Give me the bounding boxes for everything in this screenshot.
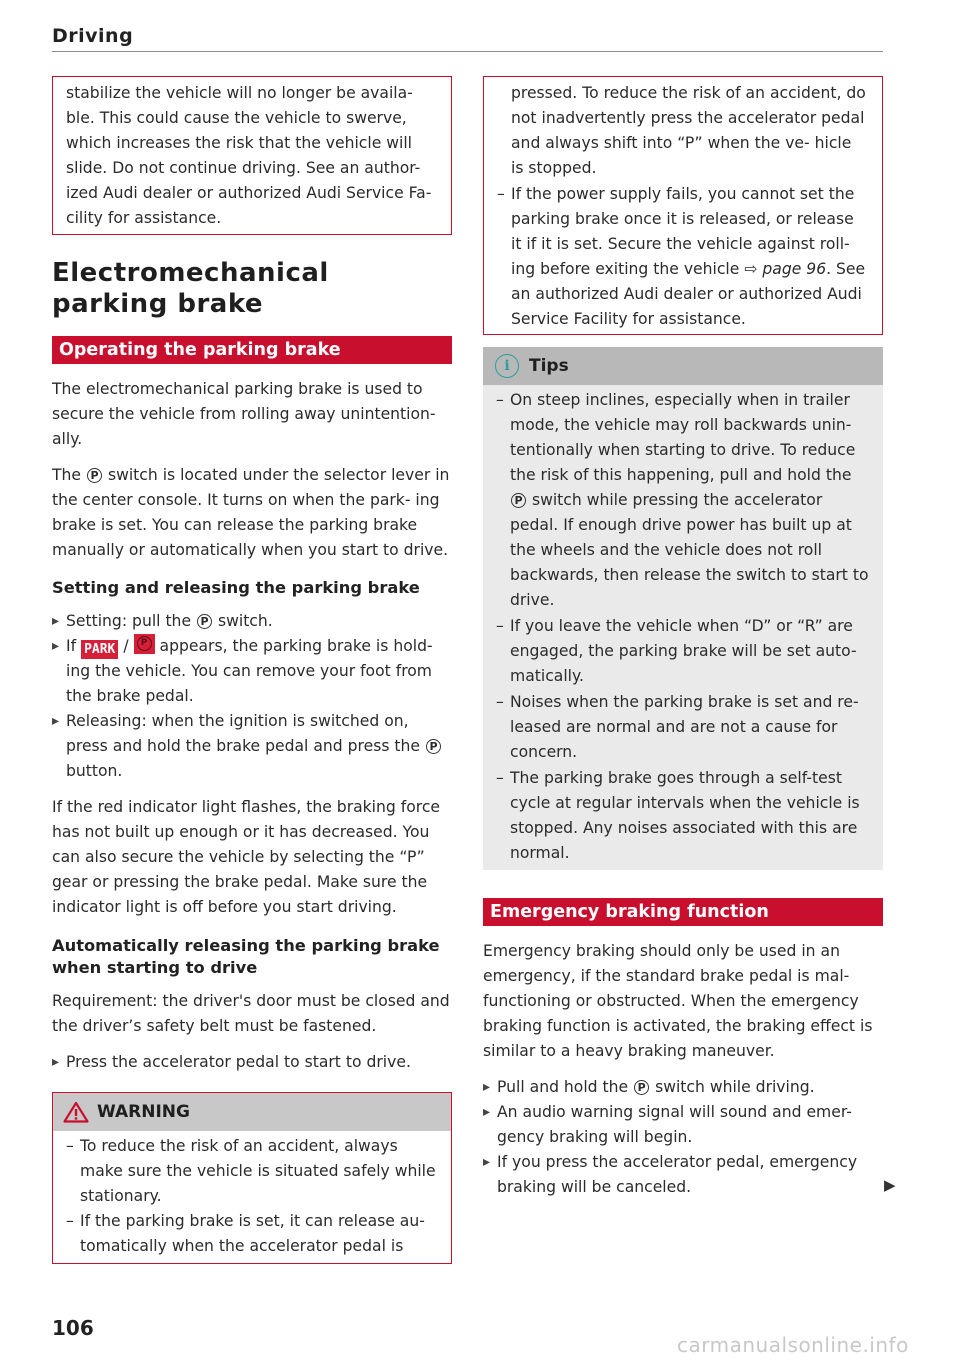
switch-location-paragraph xyxy=(52,463,452,563)
list-item xyxy=(483,1075,883,1100)
box-line: ized Audi dealer or authorized Audi Service Fa- xyxy=(66,184,432,202)
parking-brake-switch-icon: P xyxy=(197,614,212,629)
warning-list xyxy=(53,1134,451,1259)
list-item: ▸ Press the accelerator pedal to start to drive. xyxy=(52,1050,452,1075)
text: switch while driving. xyxy=(655,1078,815,1096)
tips-header xyxy=(483,347,883,385)
list-item: – To reduce the risk of an accident, always make sure the vehicle is situated safely while stationary. xyxy=(53,1134,437,1209)
warning-header xyxy=(53,1093,451,1131)
parking-brake-switch-icon: P xyxy=(426,739,441,754)
text: switch. xyxy=(217,612,273,630)
text: button. xyxy=(66,762,123,780)
page-number: 106 xyxy=(52,1316,94,1340)
p-symbol: P xyxy=(137,636,152,651)
text: switch is located under the selector lever in the center console. It turns on when the park- ing brake is set. You can release the parking brake manually or automatically when you start to drive. xyxy=(52,466,450,559)
list-item: – If you leave the vehicle when “D” or “R” are engaged, the parking brake will be set auto- matically. xyxy=(483,614,869,689)
box-line: slide. Do not continue driving. See an author- xyxy=(66,159,421,177)
warning-box xyxy=(52,1092,452,1264)
emergency-paragraph: Emergency braking should only be used in an emergency, if the standard brake pedal is mal- functioning or obstructed. When the emergency braking function is activated, the braking effect is similar to a heavy braking maneuver. xyxy=(483,942,873,1060)
warning-continuation-box-right xyxy=(483,76,883,335)
right-column xyxy=(483,76,883,1200)
tips-label: Tips xyxy=(529,356,569,376)
text: switch while pressing the accelerator pedal. If enough drive power has built up at the wheels and the vehicle does not roll backwards, then release the switch to start to drive. xyxy=(510,491,869,609)
list-item xyxy=(483,388,869,613)
text: . See an authorized Audi dealer or authorized Audi Service Facility for assistance. xyxy=(511,260,866,328)
auto-release-list xyxy=(52,1050,452,1075)
section-title-line: parking brake xyxy=(52,289,264,319)
text: If xyxy=(66,637,77,655)
box-list xyxy=(484,182,868,332)
warning-continuation-box xyxy=(52,76,452,235)
parking-brake-switch-icon: P xyxy=(511,493,526,508)
intro-paragraph: The electromechanical parking brake is used to secure the vehicle from rolling away unintention- ally. xyxy=(52,380,436,448)
list-item: – Noises when the parking brake is set and re- leased are normal and are not a cause for concern. xyxy=(483,690,869,765)
page-header-title: Driving xyxy=(52,25,134,47)
parking-brake-switch-icon: P xyxy=(634,1080,649,1095)
text: On steep inclines, especially when in trailer mode, the vehicle may roll backwards unin- tentionally when starting to drive. To reduce the risk of this happening, pull and hold the xyxy=(510,391,856,484)
setting-list xyxy=(52,609,452,784)
box-line: ble. This could cause the vehicle to swerve, xyxy=(66,109,407,127)
tips-box xyxy=(483,347,883,870)
text: Setting: pull the xyxy=(66,612,192,630)
setting-releasing-heading: Setting and releasing the parking brake xyxy=(52,578,420,597)
header-rule xyxy=(52,51,883,52)
text: appears, the parking brake is hold- ing the vehicle. You can remove your foot from the brake pedal. xyxy=(66,637,433,705)
left-column xyxy=(52,76,452,1264)
list-item xyxy=(484,182,868,332)
list-item xyxy=(52,609,452,634)
list-item: ▸ If you press the accelerator pedal, emergency braking will be canceled. xyxy=(483,1150,883,1200)
text: If the power supply fails, you cannot set the parking brake once it is released, or release it if it is set. Secure the vehicle against roll- ing before exiting the vehicle xyxy=(511,185,855,278)
text: Releasing: when the ignition is switched on, press and hold the brake pedal and press the xyxy=(66,712,420,755)
list-item: – If the parking brake is set, it can release au- tomatically when the accelerator pedal is xyxy=(53,1209,437,1259)
box-paragraph: pressed. To reduce the risk of an accident, do not inadvertently press the accelerator pedal and always shift into “P” when the ve- hicle is stopped. xyxy=(511,84,866,177)
list-item: – The parking brake goes through a self-test cycle at regular intervals when the vehicle is stopped. Any noises associated with this are normal. xyxy=(483,766,869,866)
emergency-list xyxy=(483,1075,883,1200)
section-title-line: Electromechanical xyxy=(52,258,329,288)
text: Pull and hold the xyxy=(497,1078,629,1096)
requirement-paragraph: Requirement: the driver's door must be closed and the driver’s safety belt must be fastened. xyxy=(52,992,450,1035)
red-indicator-paragraph: If the red indicator light flashes, the braking force has not built up enough or it has decreased. You can also secure the vehicle by selecting the “P” gear or pressing the brake pedal. Make sure the indicator light is off before you start driving. xyxy=(52,798,441,916)
info-icon: i xyxy=(495,354,519,378)
subsection-bar-emergency: Emergency braking function xyxy=(483,898,883,926)
page-reference-link[interactable]: ⇨ page 96 xyxy=(744,260,827,278)
warning-label: WARNING xyxy=(97,1102,190,1122)
continue-arrow-icon: ▶ xyxy=(884,1176,896,1194)
box-line: which increases the risk that the vehicle will xyxy=(66,134,413,152)
list-item xyxy=(52,634,452,709)
section-title xyxy=(52,258,452,320)
text: / xyxy=(123,637,129,655)
watermark: carmanualsonline.info xyxy=(677,1333,909,1357)
parking-brake-switch-icon: P xyxy=(87,468,102,483)
text: The xyxy=(52,466,82,484)
box-line: stabilize the vehicle will no longer be availa- xyxy=(66,84,413,102)
list-item: ▸ An audio warning signal will sound and emer- gency braking will begin. xyxy=(483,1100,883,1150)
park-indicator-icon: PARK xyxy=(81,640,118,659)
tips-list xyxy=(483,388,883,866)
box-line: cility for assistance. xyxy=(66,209,222,227)
parking-brake-indicator-icon xyxy=(134,634,155,654)
warning-triangle-icon xyxy=(63,1101,89,1123)
list-item xyxy=(52,709,452,784)
auto-release-heading: Automatically releasing the parking brake when starting to drive xyxy=(52,936,440,977)
subsection-bar-operating: Operating the parking brake xyxy=(52,336,452,364)
